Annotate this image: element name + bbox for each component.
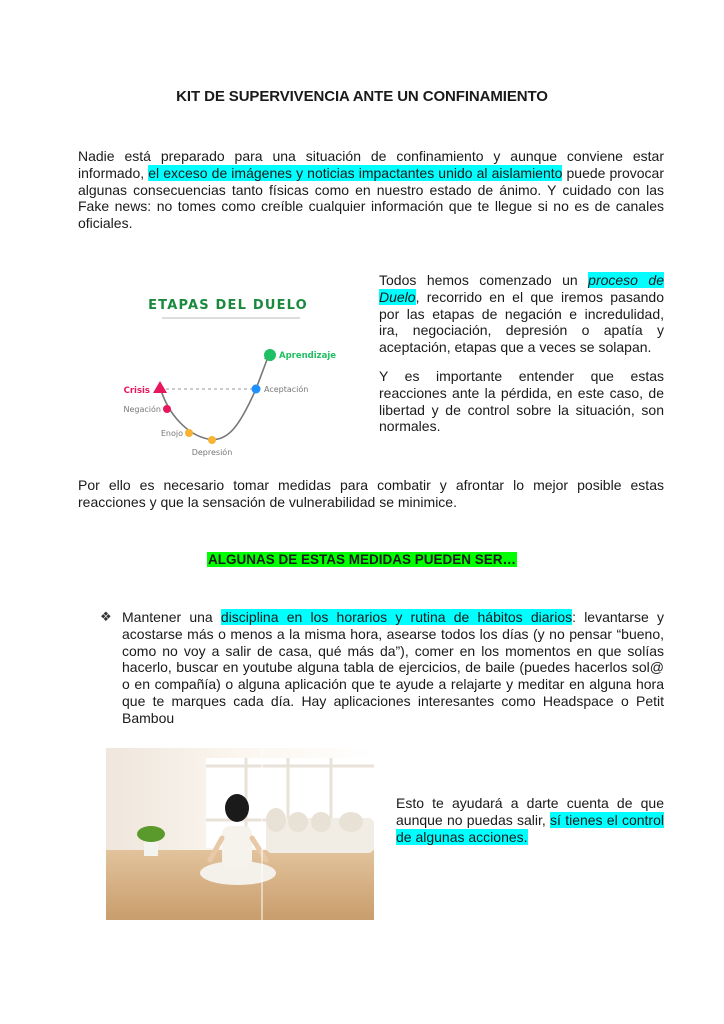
duelo-curve <box>160 357 268 440</box>
intro-highlight: el exceso de imágenes y noticias impactantes unido al aislamiento <box>148 164 563 181</box>
etapas-del-duelo-diagram <box>110 285 350 460</box>
aceptacion-dot-icon <box>252 385 261 394</box>
document-title: KIT DE SUPERVIVENCIA ANTE UN CONFINAMIENTO <box>176 88 548 105</box>
stage-label-aceptacion: Aceptación <box>264 385 309 394</box>
bullet-text-start: Mantener una <box>122 609 221 625</box>
stage-label-enojo: Enojo <box>160 429 183 438</box>
crisis-triangle-icon <box>153 381 167 393</box>
measures-subheading <box>0 552 724 567</box>
stage-label-negacion: Negación <box>123 405 161 414</box>
control-highlight: sí tienes el control de algunas acciones. <box>396 811 664 845</box>
medidas-intro-paragraph: Por ello es necesario tomar medidas para combatir y afrontar lo mejor posible estas reacciones y que la sensación de vulnerabilidad se minimice. <box>78 477 664 510</box>
duelo-highlight: proceso de Duelo <box>379 272 664 305</box>
aprendizaje-dot-icon <box>264 349 276 361</box>
diagram-title: ETAPAS DEL DUELO <box>148 298 308 313</box>
bullet-text-end: : levantarse y acostarse más o menos a la misma hora, asearse todos los días (y no pensar “bueno, como no voy a salir de casa, qué más da”), comer en los momentos en que solías hacerlo, buscar en youtube alguna tabla de ejercicios, de baile (puedes hacerlos sol@ o en compañía) o alguna aplicación que te ayude a relajarte y meditar en alguna hora que te marques cada día. Hay aplicaciones interesantes como Headspace o Petit Bambou <box>122 609 664 726</box>
diamond-bullet-icon: ❖ <box>100 609 112 624</box>
duelo-text: Todos hemos comenzado un <box>379 272 589 288</box>
intro-text-end: puede provocar algunas consecuencias tanto físicas como en nuestro estado de ánimo. Y cuidado con las Fake news: no tomes como creíble cualquier información que te llegue si no es de canales oficiales. <box>78 164 664 232</box>
depresion-dot-icon <box>208 436 216 444</box>
negacion-dot-icon <box>163 405 171 413</box>
control-paragraph <box>396 795 664 845</box>
reacciones-paragraph: Y es importante entender que estas reacciones ante la pérdida, en este caso, de libertad y de control sobre la situación, son normales. <box>379 368 664 435</box>
intro-paragraph <box>78 148 664 232</box>
intro-text: Nadie está preparado para una situación de confinamiento y aunque conviene estar informado, <box>78 148 664 181</box>
bullet-highlight: disciplina en los horarios y rutina de hábitos diarios <box>220 609 573 625</box>
meditation-photo <box>106 748 374 920</box>
control-text: Esto te ayudará a darte cuenta de que aunque no puedas salir, <box>396 795 664 828</box>
stage-label-aprendizaje: Aprendizaje <box>279 351 337 361</box>
stage-label-depresion: Depresión <box>191 448 233 457</box>
duelo-text-end: , recorrido en el que iremos pasando por las etapas de negación e incredulidad, ira, negociación, depresión o apatía y aceptación, etapas que a veces se solapan. <box>379 288 664 356</box>
enojo-dot-icon <box>185 429 193 437</box>
duelo-paragraph <box>379 272 664 356</box>
subheading-text: ALGUNAS DE ESTAS MEDIDAS PUEDEN SER… <box>207 552 517 567</box>
bullet-text <box>122 609 664 727</box>
stage-label-crisis: Crisis <box>123 386 150 396</box>
